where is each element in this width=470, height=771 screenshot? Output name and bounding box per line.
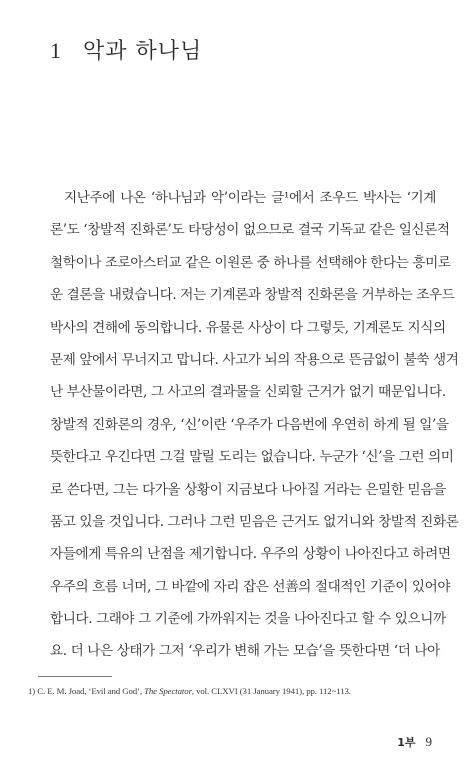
body-line: 창발적 진화론의 경우, ‘신’이란 ‘우주가 다음번에 우연히 하게 될 일’을 [50, 416, 449, 433]
body-line: 우주의 흐름 너머, 그 바깥에 자리 잡은 선善의 절대적인 기준이 있어야 [50, 578, 451, 595]
body-line: 품고 있을 것입니다. 그러나 그런 믿음은 근거도 없거니와 창발적 진화론 [50, 513, 459, 530]
part-label: 1부 [397, 736, 416, 749]
chapter-number: 1 [50, 38, 61, 63]
body-line: 로 쓴다면, 그는 다가올 상황이 지금보다 나아질 거라는 은밀한 믿음을 [50, 481, 446, 498]
body-line: 자들에게 특유의 난점을 제기합니다. 우주의 상황이 나아진다고 하려면 [50, 546, 451, 563]
body-line: 론’도 ‘창발적 진화론’도 타당성이 없으므로 결국 기독교 같은 일신론적 [50, 222, 450, 239]
page-number: 9 [425, 734, 432, 749]
body-line: 뜻한다고 우긴다면 그걸 말릴 도리는 없습니다. 누군가 ‘신’을 그런 의미 [50, 449, 454, 466]
body-line: 지난주에 나온 ‘하나님과 악’이라는 글¹에서 조우드 박사는 ‘기계 [64, 190, 436, 206]
footnote [28, 686, 448, 696]
body-line: 문제 앞에서 무너지고 맙니다. 사고가 뇌의 작용으로 뜬금없이 불쑥 생겨 [50, 351, 459, 368]
footnote-suffix: , vol. CLXVI (31 January 1941), pp. 112~113. [191, 686, 351, 696]
chapter-title: 악과 하나님 [83, 39, 203, 64]
footnote-prefix: 1) C. E. M. Joad, ‘Evil and God’, [28, 686, 145, 696]
body-line: 박사의 견해에 동의합니다. 유물론 사상이 다 그렇듯, 기계론도 지식의 [50, 319, 446, 336]
body-line: 합니다. 그래야 그 기준에 가까워지는 것을 나아진다고 할 수 있으니까 [50, 611, 446, 628]
page-footer [397, 734, 432, 750]
body-line: 철학이나 조로아스터교 같은 이원론 중 하나를 선택해야 한다는 흥미로 [50, 254, 451, 271]
chapter-heading [50, 34, 202, 65]
footnote-divider [38, 676, 112, 677]
body-paragraph [50, 182, 459, 668]
body-line: 요. 더 나은 상태가 그저 ‘우리가 변해 가는 모습’을 뜻한다면 ‘더 나아 [50, 643, 440, 660]
body-line: 운 결론을 내렸습니다. 저는 기계론과 창발적 진화론을 거부하는 조우드 [50, 287, 455, 304]
footnote-journal: The Spectator [144, 686, 192, 696]
body-line: 난 부산물이라면, 그 사고의 결과물을 신뢰할 근거가 없기 때문입니다. [50, 384, 446, 401]
